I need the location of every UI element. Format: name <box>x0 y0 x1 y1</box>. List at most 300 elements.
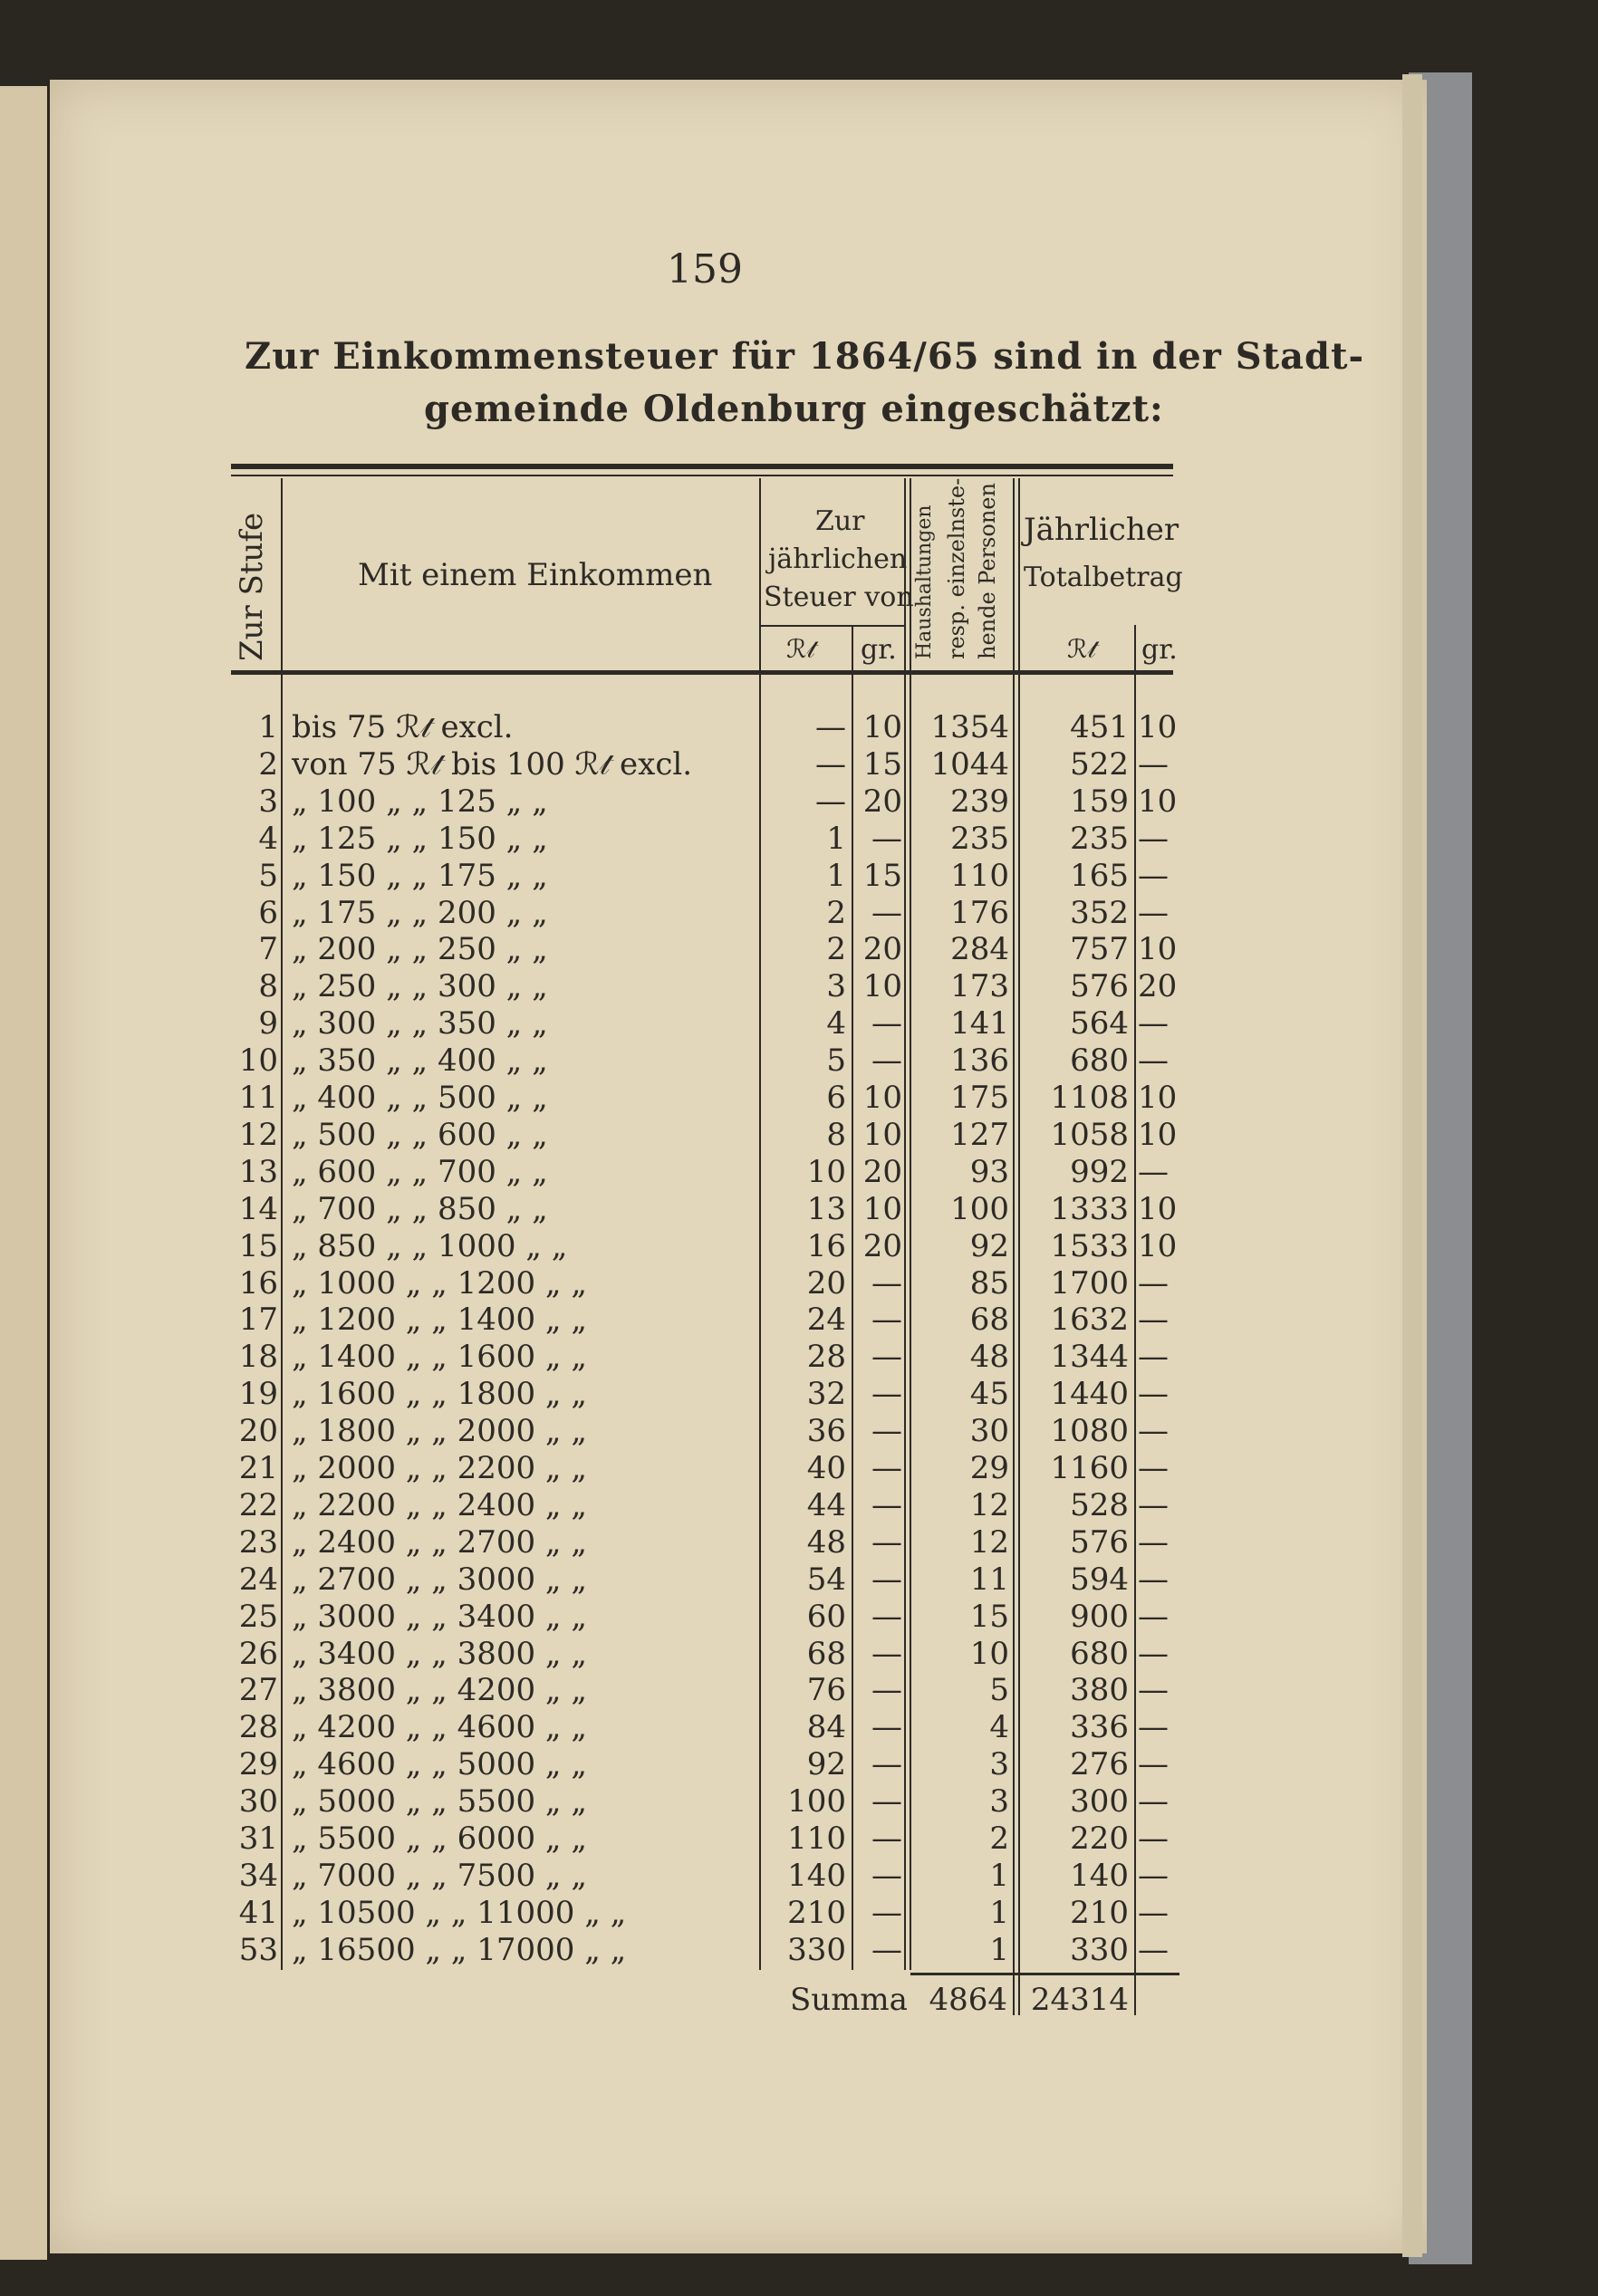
table-row <box>0 1042 1598 1079</box>
cell-total-thaler: 330 <box>1070 1931 1129 1968</box>
cell-steuer-thaler: 10 <box>806 1153 846 1190</box>
cell-total-gr: — <box>1138 1709 1169 1746</box>
table-row <box>0 1080 1598 1116</box>
cell-haushalt: 68 <box>969 1302 1009 1339</box>
cell-stufe: 53 <box>238 1931 278 1968</box>
cell-income: „ 600 „ „ 700 „ „ <box>292 1153 548 1190</box>
cell-haushalt: 1044 <box>930 745 1009 783</box>
cell-income: „ 4600 „ „ 5000 „ „ <box>292 1746 587 1783</box>
cell-steuer-thaler: 6 <box>826 1080 846 1116</box>
cell-stufe: 25 <box>238 1598 278 1635</box>
cell-income: „ 1600 „ „ 1800 „ „ <box>292 1376 587 1413</box>
header-haushalt-l3: hende Personen <box>975 483 1000 659</box>
cell-total-thaler: 900 <box>1070 1598 1129 1635</box>
table-row <box>0 709 1598 745</box>
table-row <box>0 1524 1598 1561</box>
cell-income: „ 500 „ „ 600 „ „ <box>292 1116 548 1153</box>
cell-haushalt: 3 <box>989 1783 1009 1820</box>
header-total-thaler: ℛ𝓉 <box>1067 634 1096 664</box>
cell-total-gr: 10 <box>1138 709 1178 745</box>
cell-total-gr: — <box>1138 1894 1169 1931</box>
cell-haushalt: 10 <box>969 1635 1009 1672</box>
table-row <box>0 1450 1598 1486</box>
cell-steuer-thaler: 24 <box>806 1302 846 1339</box>
cell-total-gr: 20 <box>1138 968 1178 1005</box>
cell-income: „ 7000 „ „ 7500 „ „ <box>292 1857 587 1894</box>
cell-total-thaler: 380 <box>1070 1672 1129 1709</box>
cell-total-gr: — <box>1138 857 1169 894</box>
table-row <box>0 895 1598 931</box>
cell-total-gr: — <box>1138 1302 1169 1339</box>
cell-stufe: 26 <box>238 1635 278 1672</box>
table-row <box>0 1154 1598 1190</box>
cell-haushalt: 12 <box>969 1486 1009 1523</box>
cell-steuer-thaler: 210 <box>787 1894 846 1931</box>
cell-total-gr: — <box>1138 1598 1169 1635</box>
cell-income: „ 850 „ „ 1000 „ „ <box>292 1227 568 1264</box>
cell-total-thaler: 528 <box>1070 1486 1129 1523</box>
cell-income: „ 2700 „ „ 3000 „ „ <box>292 1561 587 1598</box>
cell-steuer-thaler: 2 <box>826 931 846 968</box>
cell-haushalt: 1354 <box>930 709 1009 745</box>
cell-haushalt: 1 <box>989 1931 1009 1968</box>
table-row <box>0 1339 1598 1375</box>
header-divider-total-gr <box>1134 625 1136 670</box>
cell-total-thaler: 1700 <box>1050 1264 1129 1302</box>
cell-stufe: 30 <box>238 1783 278 1820</box>
cell-total-gr: — <box>1138 1450 1169 1486</box>
page-number: 159 <box>667 246 743 293</box>
cell-income: „ 5000 „ „ 5500 „ „ <box>292 1783 587 1820</box>
cell-steuer-gr: — <box>871 1450 902 1486</box>
header-divider-gr <box>852 625 853 670</box>
cell-total-thaler: 1058 <box>1050 1116 1129 1153</box>
cell-income: „ 1000 „ „ 1200 „ „ <box>292 1264 587 1302</box>
cell-haushalt: 2 <box>989 1820 1009 1857</box>
table-row <box>0 931 1598 967</box>
cell-income: „ 3000 „ „ 3400 „ „ <box>292 1598 587 1635</box>
cell-steuer-gr: 20 <box>862 783 902 820</box>
cell-total-thaler: 1160 <box>1050 1450 1129 1486</box>
table-row <box>0 1820 1598 1857</box>
cell-stufe: 2 <box>258 745 278 783</box>
cell-stufe: 13 <box>238 1153 278 1190</box>
cell-total-thaler: 451 <box>1070 709 1129 745</box>
cell-total-thaler: 276 <box>1070 1746 1129 1783</box>
header-einkommen: Mit einem Einkommen <box>358 557 713 593</box>
cell-steuer-gr: — <box>871 1376 902 1413</box>
cell-total-thaler: 1080 <box>1050 1413 1129 1450</box>
cell-steuer-gr: — <box>871 1302 902 1339</box>
summa-haushalt: 4864 <box>929 1982 1007 2018</box>
cell-total-gr: — <box>1138 820 1169 857</box>
cell-steuer-thaler: 3 <box>826 968 846 1005</box>
cell-haushalt: 284 <box>950 931 1009 968</box>
cell-stufe: 16 <box>238 1264 278 1302</box>
cell-steuer-gr: 10 <box>862 1080 902 1116</box>
table-row <box>0 746 1598 783</box>
cell-steuer-thaler: 44 <box>806 1486 846 1523</box>
cell-steuer-gr: — <box>871 1523 902 1561</box>
header-total-l1: Jährlicher <box>1024 512 1179 548</box>
cell-stufe: 15 <box>238 1227 278 1264</box>
cell-stufe: 3 <box>258 783 278 820</box>
table-row <box>0 1117 1598 1153</box>
cell-steuer-thaler: 40 <box>806 1450 846 1486</box>
cell-stufe: 8 <box>258 968 278 1005</box>
cell-income: „ 350 „ „ 400 „ „ <box>292 1042 548 1080</box>
cell-stufe: 5 <box>258 857 278 894</box>
cell-total-thaler: 1344 <box>1050 1339 1129 1376</box>
cell-total-thaler: 352 <box>1070 894 1129 931</box>
cell-total-gr: — <box>1138 1523 1169 1561</box>
cell-steuer-gr: — <box>871 1561 902 1598</box>
top-rule-thick <box>231 464 1173 469</box>
cell-stufe: 29 <box>238 1746 278 1783</box>
cell-haushalt: 136 <box>950 1042 1009 1080</box>
cell-steuer-thaler: 8 <box>826 1116 846 1153</box>
cell-income: „ 3400 „ „ 3800 „ „ <box>292 1635 587 1672</box>
header-steuer-gr: gr. <box>861 634 897 666</box>
cell-total-gr: 10 <box>1138 1227 1178 1264</box>
cell-steuer-thaler: 1 <box>826 857 846 894</box>
cell-income: „ 175 „ „ 200 „ „ <box>292 894 548 931</box>
cell-total-thaler: 992 <box>1070 1153 1129 1190</box>
cell-steuer-gr: — <box>871 1635 902 1672</box>
cell-stufe: 17 <box>238 1302 278 1339</box>
cell-steuer-gr: — <box>871 1264 902 1302</box>
header-haushalt-l2: resp. einzelnste- <box>944 477 969 659</box>
cell-haushalt: 100 <box>950 1190 1009 1227</box>
cell-stufe: 7 <box>258 931 278 968</box>
cell-steuer-thaler: 84 <box>806 1709 846 1746</box>
cell-income: „ 300 „ „ 350 „ „ <box>292 1005 548 1042</box>
cell-steuer-thaler: 32 <box>806 1376 846 1413</box>
cell-total-thaler: 1333 <box>1050 1190 1129 1227</box>
table-row <box>0 1413 1598 1449</box>
cell-stufe: 21 <box>238 1450 278 1486</box>
cell-haushalt: 176 <box>950 894 1009 931</box>
cell-steuer-gr: 10 <box>862 968 902 1005</box>
table-row <box>0 1636 1598 1672</box>
cell-haushalt: 141 <box>950 1005 1009 1042</box>
cell-total-gr: — <box>1138 894 1169 931</box>
cell-income: „ 16500 „ „ 17000 „ „ <box>292 1931 627 1968</box>
cell-steuer-thaler: 76 <box>806 1672 846 1709</box>
cell-income: „ 2400 „ „ 2700 „ „ <box>292 1523 587 1561</box>
cell-total-thaler: 1108 <box>1050 1080 1129 1116</box>
cell-haushalt: 1 <box>989 1857 1009 1894</box>
cell-steuer-thaler: — <box>815 709 846 745</box>
cell-steuer-gr: — <box>871 1894 902 1931</box>
table-row <box>0 1858 1598 1894</box>
cell-income: bis 75 ℛ𝓉 excl. <box>292 709 514 745</box>
cell-steuer-gr: — <box>871 1598 902 1635</box>
cell-haushalt: 93 <box>969 1153 1009 1190</box>
cell-haushalt: 11 <box>969 1561 1009 1598</box>
cell-total-gr: — <box>1138 1153 1169 1190</box>
cell-total-thaler: 165 <box>1070 857 1129 894</box>
cell-total-gr: — <box>1138 745 1169 783</box>
cell-stufe: 1 <box>258 709 278 745</box>
cell-steuer-gr: — <box>871 820 902 857</box>
cell-income: „ 2200 „ „ 2400 „ „ <box>292 1486 587 1523</box>
cell-haushalt: 12 <box>969 1523 1009 1561</box>
cell-stufe: 6 <box>258 894 278 931</box>
cell-haushalt: 30 <box>969 1413 1009 1450</box>
header-divider-2 <box>759 478 761 670</box>
cell-total-gr: — <box>1138 1486 1169 1523</box>
cell-total-thaler: 680 <box>1070 1042 1129 1080</box>
cell-total-thaler: 220 <box>1070 1820 1129 1857</box>
header-steuer-l1: Zur <box>815 505 865 537</box>
cell-total-gr: — <box>1138 1413 1169 1450</box>
cell-total-thaler: 680 <box>1070 1635 1129 1672</box>
table-row <box>0 968 1598 1004</box>
cell-stufe: 24 <box>238 1561 278 1598</box>
table-row <box>0 1895 1598 1931</box>
cell-steuer-thaler: 2 <box>826 894 846 931</box>
table-row <box>0 1228 1598 1264</box>
cell-haushalt: 5 <box>989 1672 1009 1709</box>
cell-total-thaler: 576 <box>1070 1523 1129 1561</box>
table-row <box>0 1191 1598 1227</box>
cell-total-gr: — <box>1138 1042 1169 1080</box>
table-row <box>0 1265 1598 1302</box>
cell-income: „ 4200 „ „ 4600 „ „ <box>292 1709 587 1746</box>
table-row <box>0 1005 1598 1042</box>
table-row <box>0 1302 1598 1338</box>
cell-haushalt: 15 <box>969 1598 1009 1635</box>
cell-haushalt: 92 <box>969 1227 1009 1264</box>
cell-steuer-gr: — <box>871 1820 902 1857</box>
cell-stufe: 12 <box>238 1116 278 1153</box>
cell-income: „ 10500 „ „ 11000 „ „ <box>292 1894 627 1931</box>
header-bottom-rule <box>231 670 1173 675</box>
header-steuer-thaler: ℛ𝓉 <box>786 634 815 664</box>
table-row <box>0 1672 1598 1708</box>
cell-total-gr: — <box>1138 1820 1169 1857</box>
cell-steuer-thaler: 54 <box>806 1561 846 1598</box>
cell-steuer-gr: — <box>871 1746 902 1783</box>
cell-haushalt: 85 <box>969 1264 1009 1302</box>
cell-total-gr: 10 <box>1138 1080 1178 1116</box>
cell-steuer-gr: — <box>871 894 902 931</box>
cell-steuer-gr: — <box>871 1672 902 1709</box>
cell-total-thaler: 1632 <box>1050 1302 1129 1339</box>
cell-total-thaler: 140 <box>1070 1857 1129 1894</box>
cell-stufe: 10 <box>238 1042 278 1080</box>
cell-stufe: 4 <box>258 820 278 857</box>
table-row <box>0 821 1598 857</box>
table-row <box>0 1746 1598 1782</box>
cell-income: „ 100 „ „ 125 „ „ <box>292 783 548 820</box>
cell-steuer-thaler: 13 <box>806 1190 846 1227</box>
cell-total-gr: — <box>1138 1376 1169 1413</box>
cell-income: „ 250 „ „ 300 „ „ <box>292 968 548 1005</box>
cell-haushalt: 29 <box>969 1450 1009 1486</box>
cell-stufe: 18 <box>238 1339 278 1376</box>
cell-haushalt: 3 <box>989 1746 1009 1783</box>
cell-total-gr: — <box>1138 1931 1169 1968</box>
cell-total-gr: — <box>1138 1561 1169 1598</box>
cell-steuer-thaler: — <box>815 745 846 783</box>
cell-steuer-thaler: 16 <box>806 1227 846 1264</box>
cell-haushalt: 110 <box>950 857 1009 894</box>
cell-income: „ 1800 „ „ 2000 „ „ <box>292 1413 587 1450</box>
cell-total-gr: 10 <box>1138 1190 1178 1227</box>
cell-steuer-gr: — <box>871 1005 902 1042</box>
top-rule-thin <box>231 475 1173 476</box>
cell-stufe: 11 <box>238 1080 278 1116</box>
summa-total: 24314 <box>1030 1982 1129 2018</box>
cell-income: „ 2000 „ „ 2200 „ „ <box>292 1450 587 1486</box>
cell-haushalt: 235 <box>950 820 1009 857</box>
cell-total-gr: — <box>1138 1264 1169 1302</box>
cell-total-thaler: 300 <box>1070 1783 1129 1820</box>
sum-rule <box>910 1973 1179 1975</box>
cell-total-thaler: 235 <box>1070 820 1129 857</box>
cell-stufe: 23 <box>238 1523 278 1561</box>
cell-steuer-thaler: 4 <box>826 1005 846 1042</box>
header-stufe: Zur Stufe <box>234 512 270 661</box>
cell-haushalt: 48 <box>969 1339 1009 1376</box>
cell-stufe: 34 <box>238 1857 278 1894</box>
cell-total-thaler: 1440 <box>1050 1376 1129 1413</box>
cell-steuer-thaler: 100 <box>787 1783 846 1820</box>
cell-total-gr: — <box>1138 1746 1169 1783</box>
cell-steuer-gr: 10 <box>862 709 902 745</box>
header-divider-3b <box>910 478 911 670</box>
cell-total-gr: 10 <box>1138 1116 1178 1153</box>
header-divider-1 <box>281 478 283 670</box>
cell-total-gr: — <box>1138 1672 1169 1709</box>
cell-total-thaler: 159 <box>1070 783 1129 820</box>
cell-income: „ 1400 „ „ 1600 „ „ <box>292 1339 587 1376</box>
cell-total-gr: 10 <box>1138 931 1178 968</box>
cell-stufe: 28 <box>238 1709 278 1746</box>
cell-steuer-gr: — <box>871 1709 902 1746</box>
cell-steuer-thaler: 110 <box>787 1820 846 1857</box>
cell-total-gr: — <box>1138 1005 1169 1042</box>
cell-total-gr: — <box>1138 1635 1169 1672</box>
header-steuer-l3: Steuer von <box>764 581 914 613</box>
title-line-1: Zur Einkommensteuer für 1864/65 sind in der Stadt- <box>245 335 1365 378</box>
cell-stufe: 41 <box>238 1894 278 1931</box>
cell-steuer-thaler: — <box>815 783 846 820</box>
cell-income: von 75 ℛ𝓉 bis 100 ℛ𝓉 excl. <box>292 745 693 783</box>
table-row <box>0 1783 1598 1820</box>
table-row <box>0 783 1598 820</box>
cell-stufe: 9 <box>258 1005 278 1042</box>
cell-haushalt: 45 <box>969 1376 1009 1413</box>
cell-steuer-thaler: 140 <box>787 1857 846 1894</box>
table-row <box>0 1709 1598 1745</box>
cell-steuer-gr: — <box>871 1931 902 1968</box>
cell-haushalt: 175 <box>950 1080 1009 1116</box>
cell-total-thaler: 336 <box>1070 1709 1129 1746</box>
cell-steuer-gr: 10 <box>862 1190 902 1227</box>
cell-stufe: 19 <box>238 1376 278 1413</box>
cell-steuer-thaler: 1 <box>826 820 846 857</box>
cell-steuer-gr: 20 <box>862 931 902 968</box>
title-line-2: gemeinde Oldenburg eingeschätzt: <box>424 388 1164 430</box>
cell-total-gr: — <box>1138 1339 1169 1376</box>
cell-total-gr: — <box>1138 1783 1169 1820</box>
table-row <box>0 1376 1598 1412</box>
table-row <box>0 1599 1598 1635</box>
cell-total-thaler: 1533 <box>1050 1227 1129 1264</box>
cell-steuer-thaler: 5 <box>826 1042 846 1080</box>
cell-steuer-gr: — <box>871 1783 902 1820</box>
header-divider-4 <box>1013 478 1015 670</box>
cell-income: „ 1200 „ „ 1400 „ „ <box>292 1302 587 1339</box>
cell-income: „ 700 „ „ 850 „ „ <box>292 1190 548 1227</box>
cell-total-thaler: 522 <box>1070 745 1129 783</box>
cell-haushalt: 173 <box>950 968 1009 1005</box>
cell-steuer-thaler: 92 <box>806 1746 846 1783</box>
cell-income: „ 150 „ „ 175 „ „ <box>292 857 548 894</box>
cell-steuer-thaler: 68 <box>806 1635 846 1672</box>
cell-stufe: 31 <box>238 1820 278 1857</box>
cell-steuer-thaler: 48 <box>806 1523 846 1561</box>
cell-steuer-gr: — <box>871 1339 902 1376</box>
cell-steuer-gr: 15 <box>862 745 902 783</box>
cell-steuer-gr: — <box>871 1486 902 1523</box>
header-steuer-l2: jährlichen <box>768 543 908 575</box>
cell-steuer-thaler: 60 <box>806 1598 846 1635</box>
cell-stufe: 14 <box>238 1190 278 1227</box>
cell-income: „ 5500 „ „ 6000 „ „ <box>292 1820 587 1857</box>
cell-income: „ 400 „ „ 500 „ „ <box>292 1080 548 1116</box>
cell-haushalt: 239 <box>950 783 1009 820</box>
header-divider-4b <box>1018 478 1020 670</box>
cell-haushalt: 1 <box>989 1894 1009 1931</box>
cell-steuer-gr: 20 <box>862 1153 902 1190</box>
cell-total-gr: 10 <box>1138 783 1178 820</box>
cell-stufe: 20 <box>238 1413 278 1450</box>
cell-total-thaler: 576 <box>1070 968 1129 1005</box>
header-total-gr: gr. <box>1141 634 1178 666</box>
cell-income: „ 3800 „ „ 4200 „ „ <box>292 1672 587 1709</box>
cell-stufe: 27 <box>238 1672 278 1709</box>
cell-steuer-gr: — <box>871 1413 902 1450</box>
table-row <box>0 1487 1598 1523</box>
table-row <box>0 1932 1598 1968</box>
table-row <box>0 1561 1598 1598</box>
cell-haushalt: 4 <box>989 1709 1009 1746</box>
header-steuer-sub-rule <box>761 625 904 627</box>
cell-steuer-gr: 15 <box>862 857 902 894</box>
cell-steuer-thaler: 20 <box>806 1264 846 1302</box>
cell-steuer-thaler: 36 <box>806 1413 846 1450</box>
cell-steuer-gr: 20 <box>862 1227 902 1264</box>
cell-haushalt: 127 <box>950 1116 1009 1153</box>
cell-total-thaler: 564 <box>1070 1005 1129 1042</box>
header-total-l2: Totalbetrag <box>1024 562 1183 593</box>
cell-total-thaler: 210 <box>1070 1894 1129 1931</box>
cell-total-thaler: 757 <box>1070 931 1129 968</box>
summa-label: Summa <box>790 1982 908 2018</box>
cell-stufe: 22 <box>238 1486 278 1523</box>
cell-steuer-thaler: 330 <box>787 1931 846 1968</box>
cell-steuer-gr: — <box>871 1857 902 1894</box>
cell-steuer-thaler: 28 <box>806 1339 846 1376</box>
cell-steuer-gr: 10 <box>862 1116 902 1153</box>
cell-income: „ 125 „ „ 150 „ „ <box>292 820 548 857</box>
cell-steuer-gr: — <box>871 1042 902 1080</box>
cell-total-thaler: 594 <box>1070 1561 1129 1598</box>
